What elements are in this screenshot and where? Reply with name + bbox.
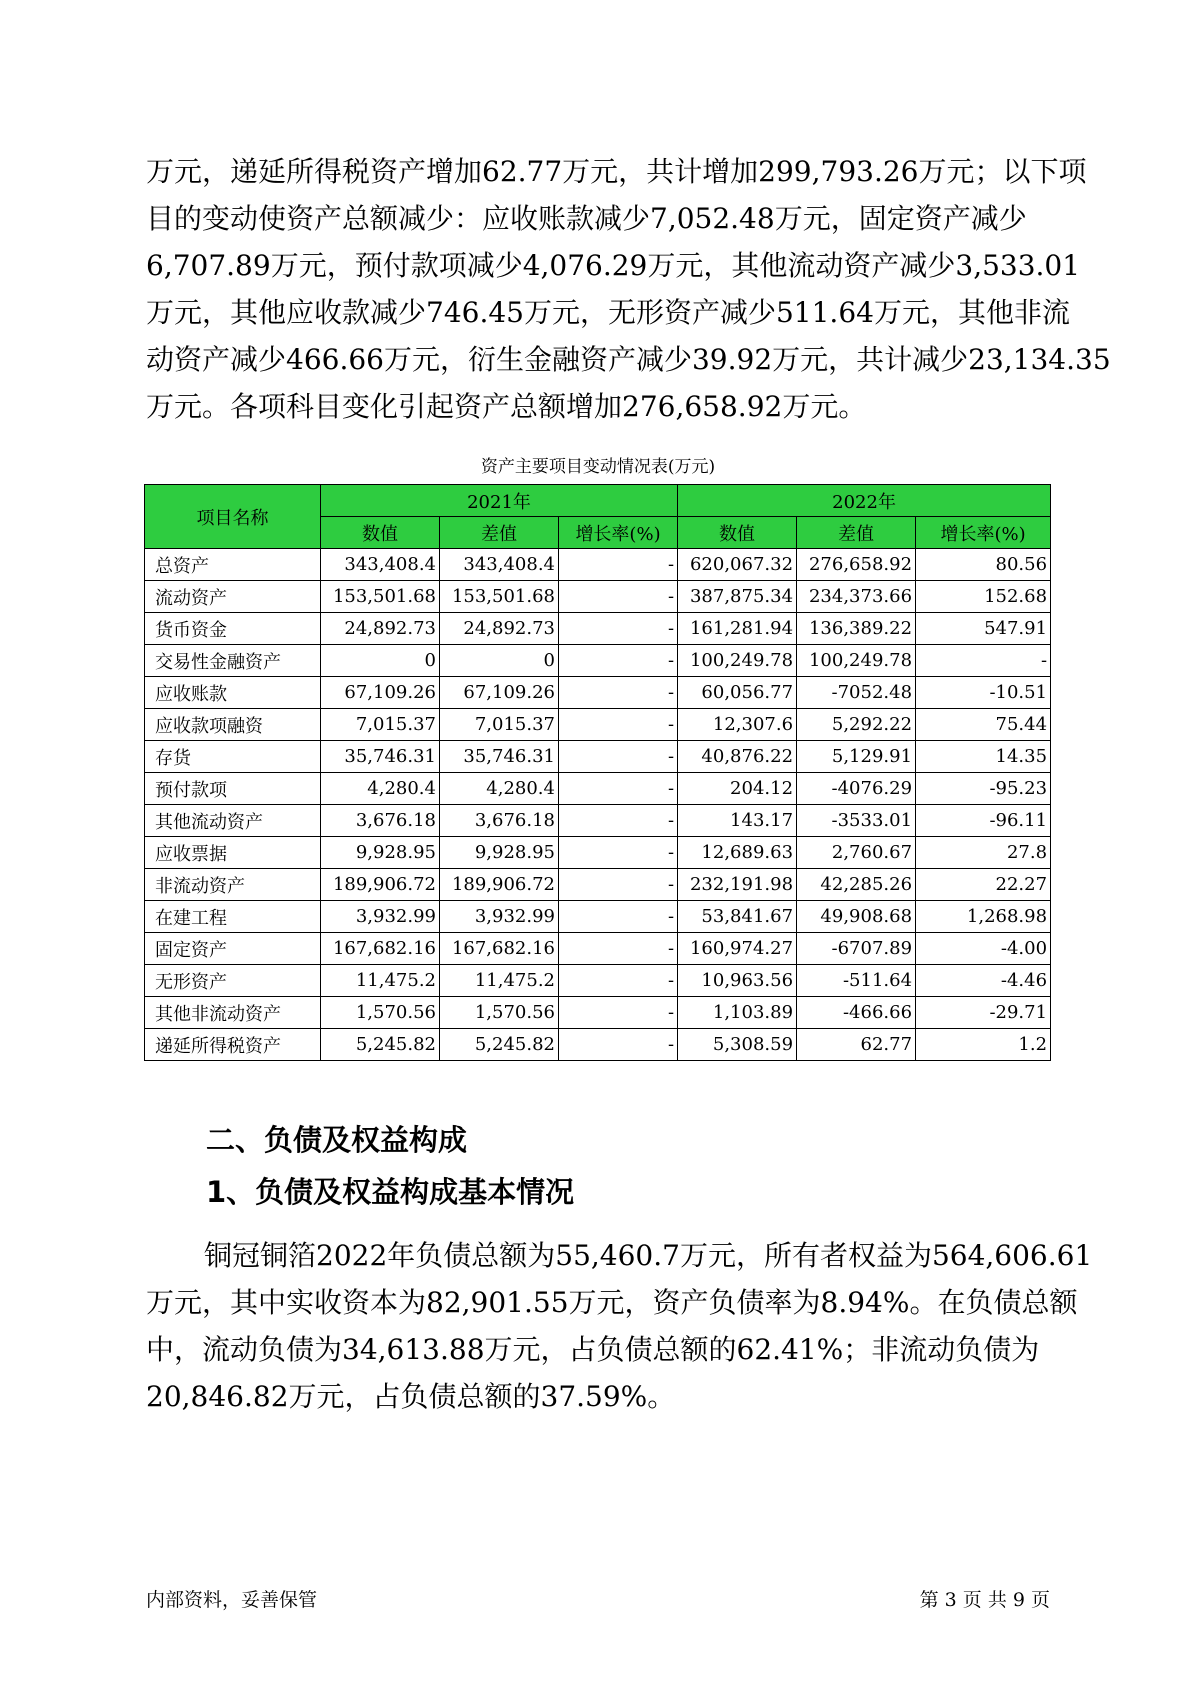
value-2021-cell: 4,280.4 [321,773,440,805]
paragraph-line: 20,846.82万元，占负债总额的37.59%。 [146,1380,676,1413]
growth-2022-cell: 80.56 [916,549,1051,581]
diff-2022-cell: 2,760.67 [797,837,916,869]
item-name-cell: 递延所得税资产 [145,1029,321,1061]
item-name-cell: 预付款项 [145,773,321,805]
diff-2022-cell: 5,292.22 [797,709,916,741]
paragraph-line: 万元，其中实收资本为82,901.55万元，资产负债率为8.94%。在负债总额 [146,1286,1078,1319]
growth-2022-cell: -4.00 [916,933,1051,965]
value-2021-cell: 5,245.82 [321,1029,440,1061]
subsection-heading: 1、负债及权益构成基本情况 [206,1175,575,1209]
table-row [145,549,1051,581]
table-row [145,645,1051,677]
item-name-cell: 其他流动资产 [145,805,321,837]
growth-2021-cell: - [559,805,678,837]
item-name-cell: 应收票据 [145,837,321,869]
diff-2021-cell: 67,109.26 [440,677,559,709]
value-2022-cell: 620,067.32 [678,549,797,581]
growth-2021-cell: - [559,869,678,901]
value-2022-cell: 160,974.27 [678,933,797,965]
diff-2021-cell: 189,906.72 [440,869,559,901]
header-growth-2022: 增长率(%) [916,517,1051,549]
diff-2021-cell: 11,475.2 [440,965,559,997]
table-row [145,901,1051,933]
value-2021-cell: 11,475.2 [321,965,440,997]
value-2021-cell: 67,109.26 [321,677,440,709]
item-name-cell: 交易性金融资产 [145,645,321,677]
paragraph-line: 动资产减少466.66万元，衍生金融资产减少39.92万元，共计减少23,134.35 [146,343,1111,376]
table-header-row [145,485,1051,517]
diff-2021-cell: 153,501.68 [440,581,559,613]
diff-2022-cell: 49,908.68 [797,901,916,933]
item-name-cell: 存货 [145,741,321,773]
value-2022-cell: 40,876.22 [678,741,797,773]
value-2021-cell: 7,015.37 [321,709,440,741]
table-row [145,965,1051,997]
table-row [145,997,1051,1029]
table-body [145,549,1051,1061]
table-row [145,1029,1051,1061]
value-2022-cell: 5,308.59 [678,1029,797,1061]
table-caption: 资产主要项目变动情况表(万元) [480,457,716,477]
value-2021-cell: 343,408.4 [321,549,440,581]
item-name-cell: 货币资金 [145,613,321,645]
paragraph-liabilities [146,1232,1093,1420]
diff-2022-cell: -3533.01 [797,805,916,837]
value-2021-cell: 1,570.56 [321,997,440,1029]
diff-2022-cell: -7052.48 [797,677,916,709]
diff-2021-cell: 5,245.82 [440,1029,559,1061]
diff-2022-cell: 276,658.92 [797,549,916,581]
growth-2022-cell: -96.11 [916,805,1051,837]
growth-2022-cell: -4.46 [916,965,1051,997]
diff-2021-cell: 7,015.37 [440,709,559,741]
item-name-cell: 在建工程 [145,901,321,933]
growth-2022-cell: 75.44 [916,709,1051,741]
growth-2022-cell: -29.71 [916,997,1051,1029]
paragraph-line: 目的变动使资产总额减少：应收账款减少7,052.48万元，固定资产减少 [146,202,1027,235]
header-year-2022: 2022年 [678,485,1051,517]
diff-2021-cell: 167,682.16 [440,933,559,965]
paragraph-line: 中，流动负债为34,613.88万元，占负债总额的62.41%；非流动负债为 [146,1333,1040,1366]
paragraph-line: 万元，递延所得税资产增加62.77万元，共计增加299,793.26万元；以下项 [146,155,1087,188]
value-2021-cell: 24,892.73 [321,613,440,645]
value-2021-cell: 35,746.31 [321,741,440,773]
value-2022-cell: 387,875.34 [678,581,797,613]
diff-2021-cell: 24,892.73 [440,613,559,645]
value-2021-cell: 9,928.95 [321,837,440,869]
value-2021-cell: 153,501.68 [321,581,440,613]
growth-2021-cell: - [559,613,678,645]
table-row [145,613,1051,645]
table-row [145,837,1051,869]
growth-2021-cell: - [559,741,678,773]
header-diff-2022: 差值 [797,517,916,549]
growth-2022-cell: 547.91 [916,613,1051,645]
paragraph-line: 万元，其他应收款减少746.45万元，无形资产减少511.64万元，其他非流 [146,296,1070,329]
growth-2021-cell: - [559,933,678,965]
diff-2021-cell: 4,280.4 [440,773,559,805]
diff-2022-cell: 5,129.91 [797,741,916,773]
diff-2022-cell: 62.77 [797,1029,916,1061]
diff-2022-cell: 234,373.66 [797,581,916,613]
value-2021-cell: 0 [321,645,440,677]
item-name-cell: 其他非流动资产 [145,997,321,1029]
value-2021-cell: 3,676.18 [321,805,440,837]
table-row [145,869,1051,901]
value-2021-cell: 3,932.99 [321,901,440,933]
item-name-cell: 无形资产 [145,965,321,997]
growth-2021-cell: - [559,837,678,869]
value-2022-cell: 143.17 [678,805,797,837]
table-row [145,933,1051,965]
footer-page-number: 第 3 页 共 9 页 [919,1589,1050,1611]
growth-2022-cell: 27.8 [916,837,1051,869]
growth-2022-cell: 1.2 [916,1029,1051,1061]
table-row [145,773,1051,805]
growth-2021-cell: - [559,581,678,613]
header-growth-2021: 增长率(%) [559,517,678,549]
paragraph-line: 6,707.89万元，预付款项减少4,076.29万元，其他流动资产减少3,533.01 [146,249,1081,282]
diff-2022-cell: 100,249.78 [797,645,916,677]
growth-2021-cell: - [559,997,678,1029]
diff-2021-cell: 9,928.95 [440,837,559,869]
growth-2021-cell: - [559,901,678,933]
diff-2022-cell: -4076.29 [797,773,916,805]
diff-2021-cell: 0 [440,645,559,677]
item-name-cell: 总资产 [145,549,321,581]
header-value-2021: 数值 [321,517,440,549]
growth-2021-cell: - [559,709,678,741]
growth-2022-cell: 22.27 [916,869,1051,901]
footer-confidential-note: 内部资料，妥善保管 [146,1589,318,1611]
value-2022-cell: 10,963.56 [678,965,797,997]
growth-2022-cell: 1,268.98 [916,901,1051,933]
growth-2022-cell: 14.35 [916,741,1051,773]
growth-2022-cell: 152.68 [916,581,1051,613]
value-2022-cell: 204.12 [678,773,797,805]
growth-2021-cell: - [559,677,678,709]
value-2022-cell: 232,191.98 [678,869,797,901]
growth-2022-cell: -95.23 [916,773,1051,805]
paragraph-asset-changes [146,148,1111,430]
item-name-cell: 非流动资产 [145,869,321,901]
growth-2021-cell: - [559,549,678,581]
table-row [145,677,1051,709]
diff-2021-cell: 343,408.4 [440,549,559,581]
diff-2022-cell: 42,285.26 [797,869,916,901]
value-2022-cell: 161,281.94 [678,613,797,645]
asset-change-table [144,484,1051,1061]
value-2021-cell: 189,906.72 [321,869,440,901]
diff-2021-cell: 3,676.18 [440,805,559,837]
growth-2022-cell: - [916,645,1051,677]
table-row [145,741,1051,773]
value-2022-cell: 60,056.77 [678,677,797,709]
header-item-name: 项目名称 [145,485,321,549]
growth-2021-cell: - [559,965,678,997]
growth-2021-cell: - [559,773,678,805]
paragraph-line: 万元。各项科目变化引起资产总额增加276,658.92万元。 [146,390,867,423]
header-value-2022: 数值 [678,517,797,549]
value-2022-cell: 12,307.6 [678,709,797,741]
value-2021-cell: 167,682.16 [321,933,440,965]
diff-2021-cell: 3,932.99 [440,901,559,933]
header-year-2021: 2021年 [321,485,678,517]
item-name-cell: 流动资产 [145,581,321,613]
header-diff-2021: 差值 [440,517,559,549]
item-name-cell: 固定资产 [145,933,321,965]
growth-2021-cell: - [559,645,678,677]
growth-2022-cell: -10.51 [916,677,1051,709]
section-heading: 二、负债及权益构成 [206,1123,468,1157]
table-row [145,805,1051,837]
value-2022-cell: 1,103.89 [678,997,797,1029]
value-2022-cell: 100,249.78 [678,645,797,677]
paragraph-line: 铜冠铜箔2022年负债总额为55,460.7万元，所有者权益为564,606.61 [204,1239,1093,1272]
item-name-cell: 应收账款 [145,677,321,709]
growth-2021-cell: - [559,1029,678,1061]
diff-2022-cell: -511.64 [797,965,916,997]
value-2022-cell: 53,841.67 [678,901,797,933]
table-row [145,581,1051,613]
diff-2021-cell: 1,570.56 [440,997,559,1029]
table-row [145,709,1051,741]
diff-2022-cell: -6707.89 [797,933,916,965]
diff-2022-cell: -466.66 [797,997,916,1029]
value-2022-cell: 12,689.63 [678,837,797,869]
diff-2022-cell: 136,389.22 [797,613,916,645]
item-name-cell: 应收款项融资 [145,709,321,741]
diff-2021-cell: 35,746.31 [440,741,559,773]
